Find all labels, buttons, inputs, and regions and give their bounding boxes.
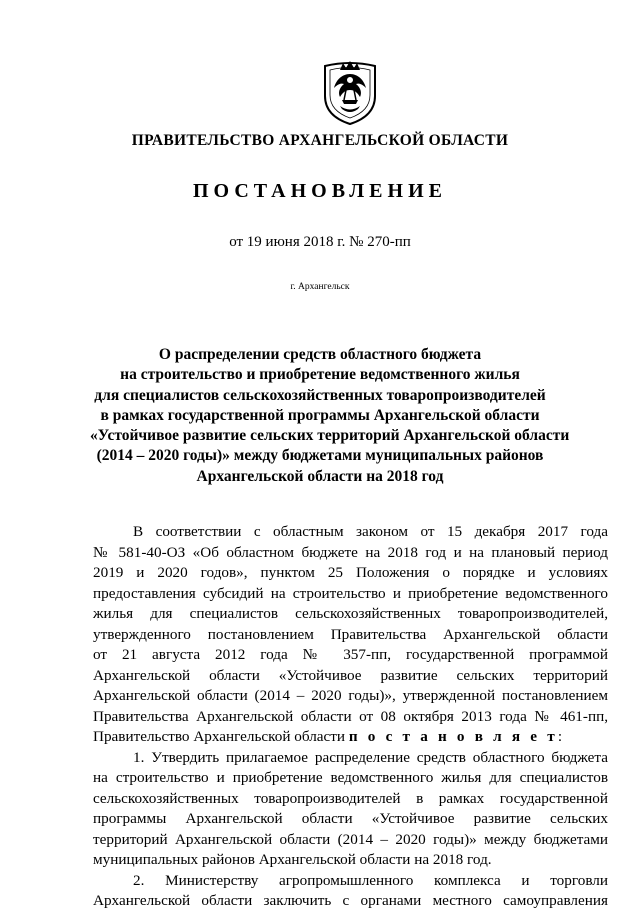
government-name: ПРАВИТЕЛЬСТВО АРХАНГЕЛЬСКОЙ ОБЛАСТИ	[131, 132, 509, 149]
body-line-decree	[93, 727, 608, 748]
body-line: программы Архангельской области «Устойчивое развитие сельских	[93, 810, 608, 827]
body-line: жилья для специалистов сельскохозяйственных товаропроизводителей,	[93, 605, 608, 622]
body-line-text: Правительство Архангельской области	[93, 728, 346, 745]
body-line: Архангельской области заключить с органами местного самоуправления	[93, 892, 608, 909]
title-line: О распределении средств областного бюджета	[158, 346, 482, 363]
title-line: Архангельской области на 2018 год	[196, 467, 444, 485]
title-line: в рамках государственной программы Архангельской области	[100, 406, 540, 424]
body-line: муниципальных районов Архангельской области на 2018 год.	[93, 851, 492, 868]
title-line: на строительство и приобретение ведомственного жилья	[120, 366, 520, 384]
body-line: на строительство и приобретение ведомственного жилья для специалистов	[93, 769, 608, 786]
title-line: «Устойчивое развитие сельских территорий Архангельской области	[90, 427, 570, 445]
body-line: № 581-40-ОЗ «Об областном бюджете на 2018 год и на плановый период	[93, 543, 608, 561]
body-line: В соответствии с областным законом от 15 декабря 2017 года	[133, 523, 608, 540]
body-line: сельскохозяйственных товаропроизводителей в рамках государственной	[93, 789, 608, 807]
document-type: ПОСТАНОВЛЕНИЕ	[193, 180, 447, 202]
title-line: (2014 – 2020 годы)» между бюджетами муниципальных районов	[96, 447, 544, 465]
body-line: 2019 и 2020 годов», пунктом 25 Положения о порядке и условиях	[93, 564, 608, 581]
body-line: 1. Утвердить прилагаемое распределение средств областного бюджета	[133, 748, 608, 766]
body-line: Архангельской области «Устойчивое развитие сельских территорий	[93, 666, 608, 684]
body-line: утвержденного постановлением Правительства Архангельской области	[93, 625, 608, 643]
decree-word: п о с т а н о в л я е т	[348, 728, 558, 745]
document-body	[93, 522, 608, 912]
decree-colon: :	[557, 728, 563, 745]
body-line: 2. Министерству агропромышленного комплекса и торговли	[133, 871, 608, 889]
body-line: Архангельской области (2014 – 2020 годы)», утвержденной постановлением	[93, 687, 608, 704]
body-line: предоставления субсидий на строительство и приобретение ведомственного	[93, 584, 608, 602]
title-line: для специалистов сельскохозяйственных товаропроизводителей	[94, 386, 546, 404]
body-line: Правительства Архангельской области от 08 октября 2013 года № 461-пп,	[93, 707, 608, 725]
document-city: г. Архангельск	[290, 282, 350, 292]
document-date-number: от 19 июня 2018 г. № 270-пп	[229, 234, 411, 250]
body-line: территорий Архангельской области (2014 – 2020 годы)» между бюджетами	[93, 830, 608, 848]
coat-of-arms-icon	[322, 60, 378, 126]
document-title	[90, 345, 570, 487]
body-line: от 21 августа 2012 года № 357-пп, государственной программой	[93, 646, 608, 663]
